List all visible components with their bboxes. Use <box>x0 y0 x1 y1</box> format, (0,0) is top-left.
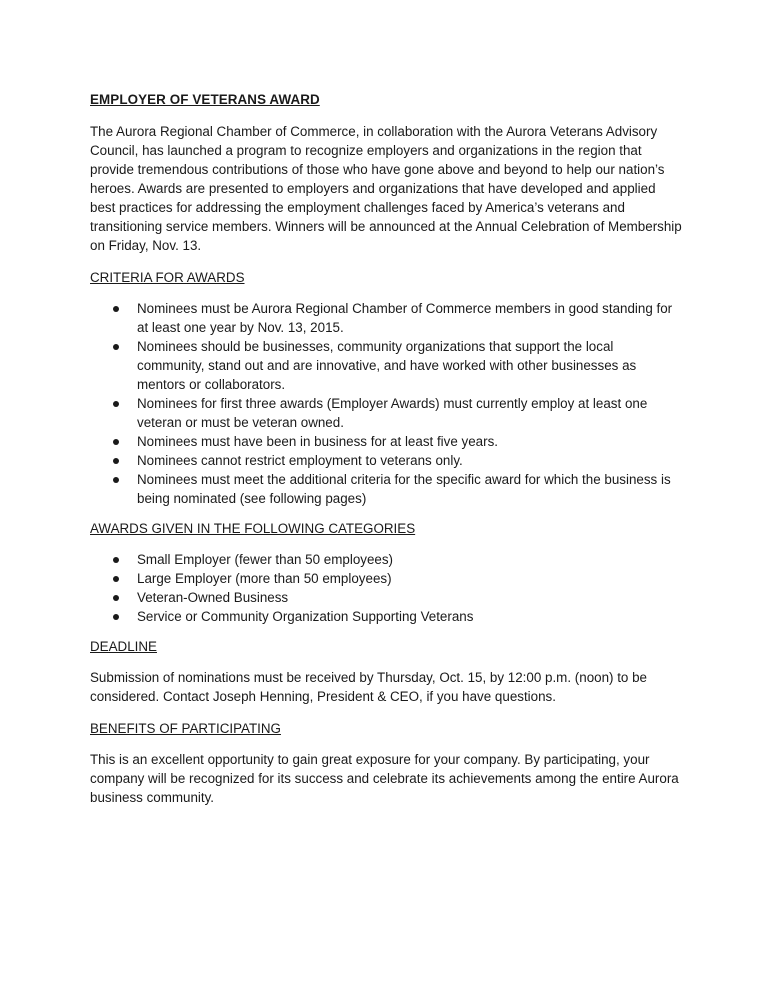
category-text: Large Employer (more than 50 employees) <box>137 571 392 586</box>
list-item <box>137 337 682 394</box>
categories-list <box>90 550 682 626</box>
criteria-text: Nominees must be Aurora Regional Chamber of Commerce members in good standing for at least one year by Nov. 13, 2015. <box>137 301 673 335</box>
bullet-icon <box>113 576 119 582</box>
categories-heading: AWARDS GIVEN IN THE FOLLOWING CATEGORIES <box>90 521 416 536</box>
deadline-heading: DEADLINE <box>90 639 157 654</box>
list-item <box>137 569 682 588</box>
bullet-icon <box>113 306 119 312</box>
intro-paragraph: The Aurora Regional Chamber of Commerce, in collaboration with the Aurora Veterans Advisory Council, has launched a program to recognize employers and organizations in the region that provide tremendous contributions of those who have gone above and beyond to help our nation’s heroes. Awards are presented to employers and organizations that have developed and applied best practices for addressing the employment challenges faced by America’s veterans and transitioning service members. Winners will be announced at the Annual Celebration of Membership on Friday, Nov. 13. <box>90 124 682 253</box>
list-item <box>137 432 682 451</box>
document-title: EMPLOYER OF VETERANS AWARD <box>90 92 320 107</box>
bullet-icon <box>113 614 119 620</box>
bullet-icon <box>113 595 119 601</box>
list-item <box>137 550 682 569</box>
list-item <box>137 451 682 470</box>
category-text: Service or Community Organization Supporting Veterans <box>137 609 474 624</box>
list-item <box>137 588 682 607</box>
deadline-paragraph: Submission of nominations must be received by Thursday, Oct. 15, by 12:00 p.m. (noon) to be considered. Contact Joseph Henning, President & CEO, if you have questions. <box>90 670 647 704</box>
bullet-icon <box>113 477 119 483</box>
criteria-heading: CRITERIA FOR AWARDS <box>90 270 245 285</box>
benefits-heading: BENEFITS OF PARTICIPATING <box>90 721 281 736</box>
criteria-text: Nominees cannot restrict employment to veterans only. <box>137 453 463 468</box>
category-text: Small Employer (fewer than 50 employees) <box>137 552 394 567</box>
list-item <box>137 394 682 432</box>
criteria-text: Nominees must meet the additional criteria for the specific award for which the business is being nominated (see following pages) <box>137 472 671 506</box>
criteria-text: Nominees must have been in business for at least five years. <box>137 434 498 449</box>
document-page <box>90 90 682 820</box>
list-item <box>137 299 682 337</box>
category-text: Veteran-Owned Business <box>137 590 289 605</box>
bullet-icon <box>113 401 119 407</box>
criteria-list <box>90 299 682 508</box>
bullet-icon <box>113 439 119 445</box>
bullet-icon <box>113 344 119 350</box>
bullet-icon <box>113 557 119 563</box>
criteria-text: Nominees should be businesses, community organizations that support the local community, stand out and are innovative, and have worked with other businesses as mentors or collaborators. <box>137 339 637 392</box>
benefits-paragraph: This is an excellent opportunity to gain great exposure for your company. By participating, your company will be recognized for its success and celebrate its achievements among the entire Aurora business community. <box>90 752 679 805</box>
list-item <box>137 470 682 508</box>
criteria-text: Nominees for first three awards (Employer Awards) must currently employ at least one veteran or must be veteran owned. <box>137 396 648 430</box>
list-item <box>137 607 682 626</box>
bullet-icon <box>113 458 119 464</box>
